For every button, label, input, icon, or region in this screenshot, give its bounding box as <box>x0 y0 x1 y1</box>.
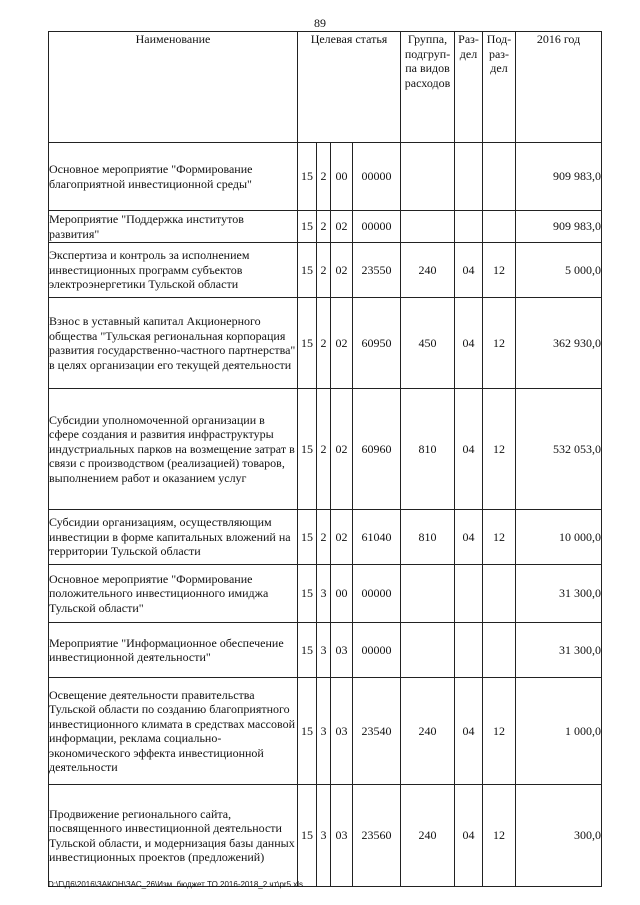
target-subprogram: 3 <box>317 623 331 678</box>
amount-2016: 532 053,0 <box>516 389 602 510</box>
subsection-code: 12 <box>483 243 516 298</box>
header-subsection: Под-раз-дел <box>483 32 516 143</box>
target-subprogram: 2 <box>317 211 331 243</box>
row-name: Мероприятие "Информационное обеспечение инвестиционной деятельности" <box>49 623 298 678</box>
target-subprogram: 2 <box>317 243 331 298</box>
file-path-footer: D:\Г\Д6\2016\ЗАКОН\ЗАС_26\Изм. бюджет ТО 2016-2018_2 чт\pr5.xls <box>48 880 304 889</box>
section-code <box>455 143 483 211</box>
amount-2016: 300,0 <box>516 785 602 887</box>
table-row <box>49 623 602 678</box>
row-name: Взнос в уставный капитал Акционерного общества "Тульская региональная корпорация развития государственно-частного партнерства" в целях организации его текущей деятельности <box>49 298 298 389</box>
target-subprogram: 2 <box>317 143 331 211</box>
target-activity: 00 <box>331 565 353 623</box>
section-code: 04 <box>455 389 483 510</box>
amount-2016: 909 983,0 <box>516 211 602 243</box>
section-code: 04 <box>455 510 483 565</box>
header-target: Целевая статья <box>298 32 401 143</box>
target-activity: 02 <box>331 211 353 243</box>
target-subprogram: 2 <box>317 510 331 565</box>
expense-group: 810 <box>401 389 455 510</box>
subsection-code: 12 <box>483 298 516 389</box>
target-direction: 61040 <box>353 510 401 565</box>
target-program: 15 <box>298 389 317 510</box>
target-subprogram: 2 <box>317 298 331 389</box>
section-code: 04 <box>455 298 483 389</box>
target-program: 15 <box>298 678 317 785</box>
target-program: 15 <box>298 298 317 389</box>
table-row <box>49 211 602 243</box>
expense-group <box>401 143 455 211</box>
target-program: 15 <box>298 143 317 211</box>
table-row <box>49 678 602 785</box>
budget-table <box>48 31 602 887</box>
subsection-code <box>483 565 516 623</box>
amount-2016: 362 930,0 <box>516 298 602 389</box>
table-row <box>49 510 602 565</box>
amount-2016: 1 000,0 <box>516 678 602 785</box>
subsection-code <box>483 143 516 211</box>
table-row <box>49 298 602 389</box>
amount-2016: 10 000,0 <box>516 510 602 565</box>
header-section: Раз-дел <box>455 32 483 143</box>
row-name: Субсидии уполномоченной организации в сфере создания и развития инфраструктуры индустриальных парков на возмещение затрат в связи с производством (реализацией) товаров, выполнением работ и оказанием услуг <box>49 389 298 510</box>
target-direction: 23560 <box>353 785 401 887</box>
table-row <box>49 565 602 623</box>
expense-group <box>401 211 455 243</box>
subsection-code: 12 <box>483 678 516 785</box>
target-subprogram: 3 <box>317 678 331 785</box>
target-direction: 23540 <box>353 678 401 785</box>
header-row <box>49 32 602 143</box>
row-name: Продвижение регионального сайта, посвященного инвестиционной деятельности Тульской области, и модернизация базы данных инвестиционных проектов (предложений) <box>49 785 298 887</box>
section-code: 04 <box>455 678 483 785</box>
target-program: 15 <box>298 510 317 565</box>
subsection-code: 12 <box>483 510 516 565</box>
target-program: 15 <box>298 785 317 887</box>
table-row <box>49 243 602 298</box>
target-direction: 00000 <box>353 143 401 211</box>
amount-2016: 31 300,0 <box>516 623 602 678</box>
target-program: 15 <box>298 211 317 243</box>
target-subprogram: 3 <box>317 565 331 623</box>
target-activity: 02 <box>331 510 353 565</box>
subsection-code <box>483 211 516 243</box>
expense-group: 240 <box>401 243 455 298</box>
target-program: 15 <box>298 623 317 678</box>
table-row <box>49 785 602 887</box>
target-activity: 03 <box>331 678 353 785</box>
amount-2016: 31 300,0 <box>516 565 602 623</box>
table-body <box>49 143 602 887</box>
target-activity: 03 <box>331 785 353 887</box>
expense-group: 240 <box>401 678 455 785</box>
amount-2016: 909 983,0 <box>516 143 602 211</box>
target-program: 15 <box>298 243 317 298</box>
expense-group: 810 <box>401 510 455 565</box>
header-year: 2016 год <box>516 32 602 143</box>
target-direction: 00000 <box>353 211 401 243</box>
table-row <box>49 143 602 211</box>
target-program: 15 <box>298 565 317 623</box>
page-number: 89 <box>314 16 326 30</box>
target-activity: 00 <box>331 143 353 211</box>
section-code <box>455 211 483 243</box>
section-code: 04 <box>455 243 483 298</box>
expense-group <box>401 623 455 678</box>
section-code <box>455 623 483 678</box>
target-activity: 02 <box>331 298 353 389</box>
subsection-code: 12 <box>483 389 516 510</box>
section-code: 04 <box>455 785 483 887</box>
target-direction: 00000 <box>353 565 401 623</box>
expense-group <box>401 565 455 623</box>
section-code <box>455 565 483 623</box>
target-direction: 60950 <box>353 298 401 389</box>
target-activity: 03 <box>331 623 353 678</box>
subsection-code <box>483 623 516 678</box>
row-name: Экспертиза и контроль за исполнением инвестиционных программ субъектов электроэнергетики Тульской области <box>49 243 298 298</box>
expense-group: 240 <box>401 785 455 887</box>
header-name: Наименование <box>49 32 298 143</box>
row-name: Субсидии организациям, осуществляющим инвестиции в форме капитальных вложений на территории Тульской области <box>49 510 298 565</box>
row-name: Мероприятие "Поддержка институтов развития" <box>49 211 298 243</box>
row-name: Основное мероприятие "Формирование положительного инвестиционного имиджа Тульской области" <box>49 565 298 623</box>
subsection-code: 12 <box>483 785 516 887</box>
row-name: Основное мероприятие "Формирование благоприятной инвестиционной среды" <box>49 143 298 211</box>
target-direction: 00000 <box>353 623 401 678</box>
header-group: Группа, подгруп-па видов расходов <box>401 32 455 143</box>
target-activity: 02 <box>331 389 353 510</box>
target-direction: 23550 <box>353 243 401 298</box>
expense-group: 450 <box>401 298 455 389</box>
target-direction: 60960 <box>353 389 401 510</box>
target-subprogram: 3 <box>317 785 331 887</box>
amount-2016: 5 000,0 <box>516 243 602 298</box>
target-activity: 02 <box>331 243 353 298</box>
row-name: Освещение деятельности правительства Тульской области по созданию благоприятного инвестиционного климата в средствах массовой информации, реклама социально-экономического эффекта инвестиционной деятельности <box>49 678 298 785</box>
target-subprogram: 2 <box>317 389 331 510</box>
table-row <box>49 389 602 510</box>
